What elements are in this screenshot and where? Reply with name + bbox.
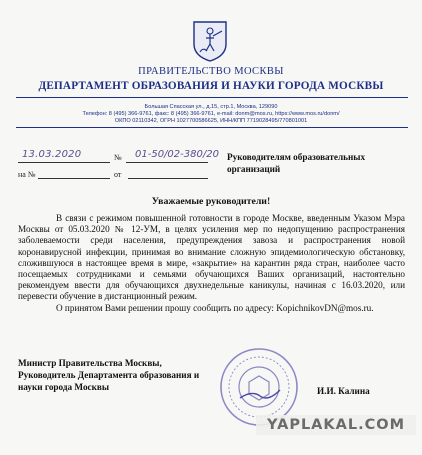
body-paragraph: В связи с режимом повышенной готовности в городе Москве, введенным Указом Мэра Москвы от 05.03.2020 № 12-УМ, в целях усиления мер по недопущению распространения заболеваемости среди населения, предупреждения завоза и распространения новой коронавирусной инфекции, принимая во внимание сложную эпидемиологическую обстановку, сложившуюся в настоящее время в мире, «закрытие» на карантин ряда стран, наиболее часто посещаемых сотрудниками и семьями обучающихся Ваших организаций, настоятельно рекомендуем ввести для обучающихся двухнедельные каникулы, начиная с 16.03.2020, или перевести обучение в дистанционный режим. — [18, 213, 405, 302]
greeting: Уважаемые руководители! — [151, 196, 271, 207]
contacts-line: Телефон: 8 (495) 366-9761, факс: 8 (495) 366-9761, e-mail: donm@mos.ru, https://www.mos.ru/donm/ — [82, 111, 340, 117]
reply-date-underline — [128, 178, 208, 179]
number-sign: № — [114, 153, 122, 162]
letterhead-bottom-divider — [16, 127, 408, 128]
handwritten-number: 01-50/02-380/20 — [135, 149, 219, 160]
body-paragraph-contact: О принятом Вами решении прошу сообщить по адресу: KopichnikovDN@mos.ru. — [56, 302, 374, 313]
government-name: ПРАВИТЕЛЬСТВО МОСКВЫ — [138, 66, 284, 77]
reply-date-label: от — [114, 170, 122, 179]
date-underline — [18, 162, 110, 163]
reply-to-label: на № — [18, 170, 36, 179]
reply-number-underline — [38, 178, 110, 179]
letterhead-divider — [16, 97, 408, 98]
handwritten-date: 13.03.2020 — [22, 149, 82, 160]
number-underline — [126, 162, 208, 163]
address-line: Большая Спасская ул., д.15, стр.1, Москва, 129090 — [144, 104, 278, 110]
moscow-coat-of-arms-icon — [192, 20, 228, 62]
signatory-name: И.И. Калина — [317, 386, 370, 396]
letter-body — [18, 213, 405, 314]
signatory-title: Министр Правительства Москвы, Руководитель Департамента образования и науки города Москвы — [18, 358, 200, 392]
registry-codes-line: ОКПО 02110342, ОГРН 1027700586625, ИНН/КПП 7719028495/770801001 — [114, 118, 308, 124]
addressee: Руководителям образовательных организаций — [227, 152, 366, 174]
site-watermark: YAPLAKAL.COM — [256, 415, 416, 435]
department-name: ДЕПАРТАМЕНТ ОБРАЗОВАНИЯ И НАУКИ ГОРОДА МОСКВЫ — [38, 80, 384, 92]
